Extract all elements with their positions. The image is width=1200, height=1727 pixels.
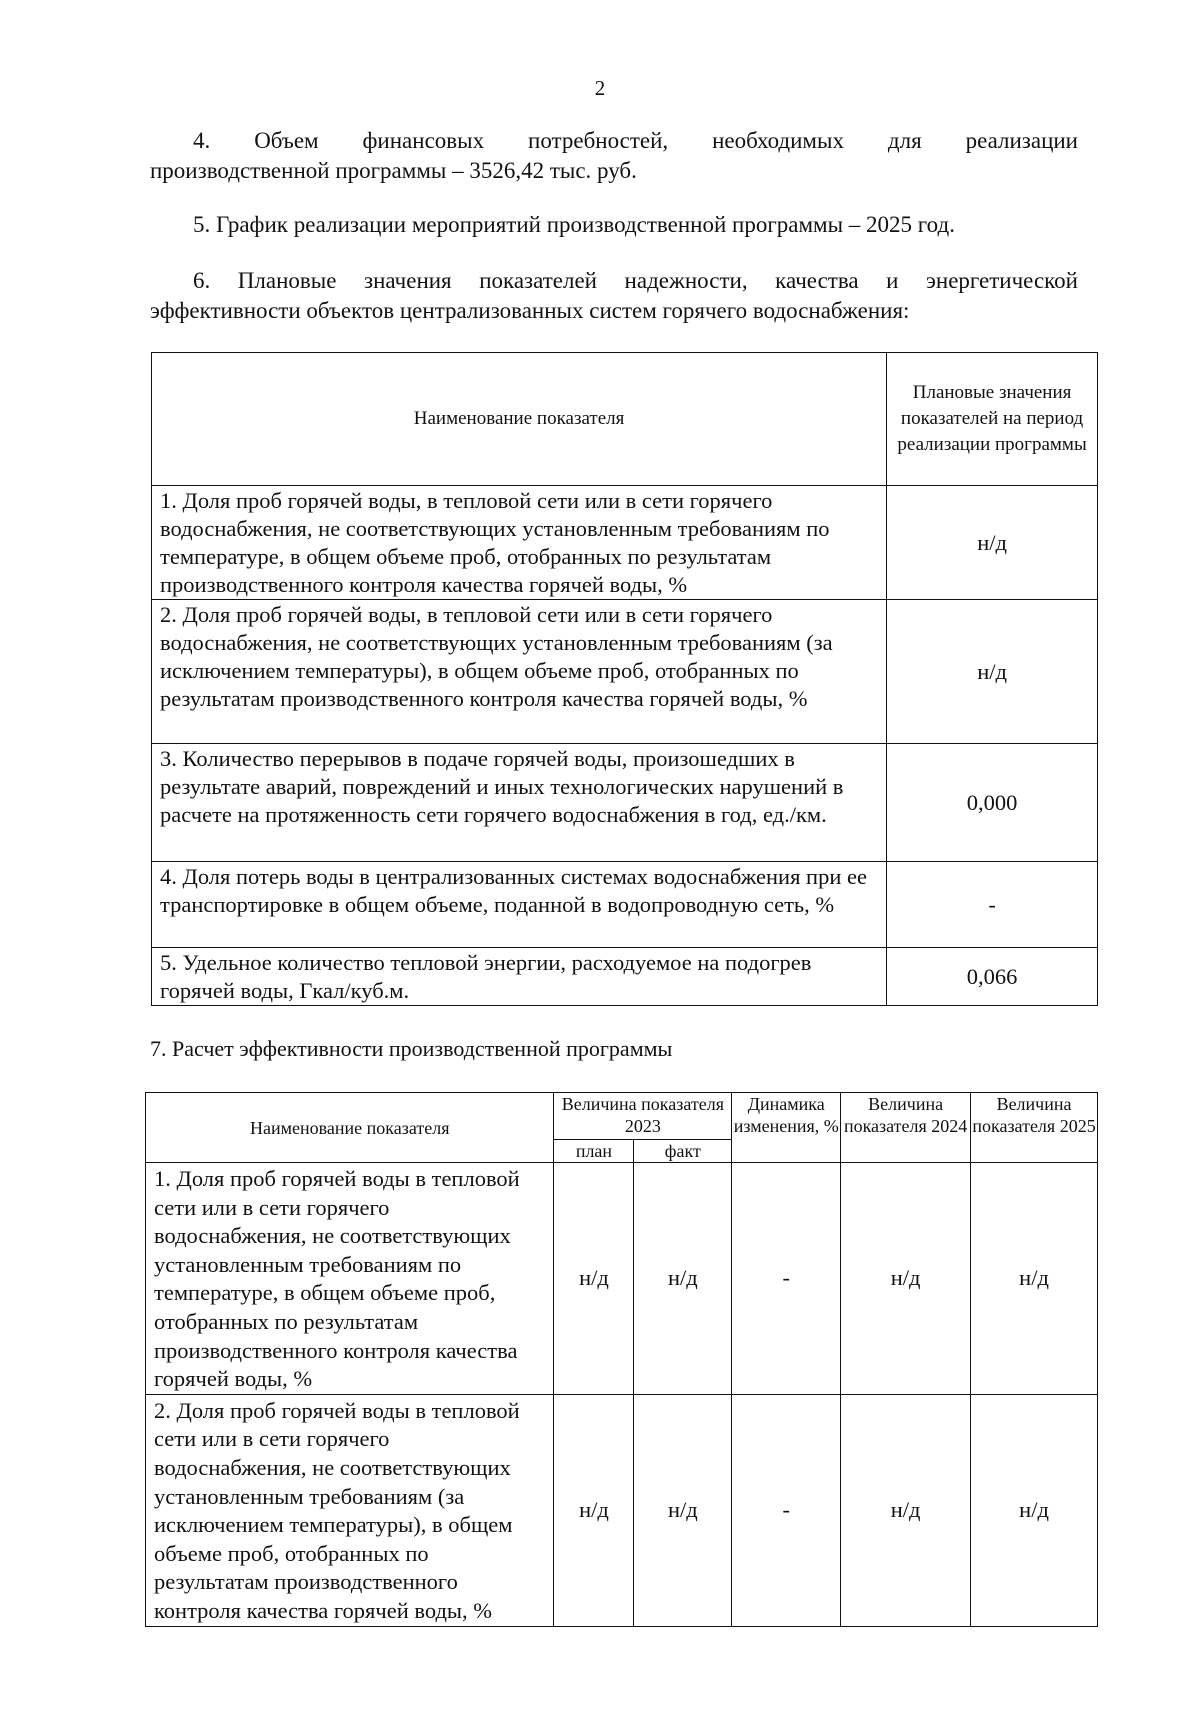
paragraph-financial-needs xyxy=(150,126,1078,186)
value-2025: н/д xyxy=(971,1163,1098,1395)
value-dynamics: - xyxy=(732,1394,841,1626)
value-plan: н/д xyxy=(554,1394,634,1626)
page-number: 2 xyxy=(594,76,606,100)
value-fact: н/д xyxy=(634,1394,732,1626)
header-fact: факт xyxy=(634,1140,732,1163)
indicator-name: 4. Доля потерь воды в централизованных системах водоснабжения при ее транспортировке в общем объеме, поданной в водопроводную сеть, % xyxy=(152,862,887,948)
efficiency-calculation-table xyxy=(145,1092,1098,1627)
paragraph-line: 4. Объем финансовых потребностей, необходимых для реализации xyxy=(193,128,1078,153)
table-header-row xyxy=(152,353,1098,486)
indicator-value: н/д xyxy=(887,486,1098,600)
header-value-2024: Величина показателя 2024 xyxy=(841,1093,971,1163)
indicator-name: 2. Доля проб горячей воды в тепловой сети или в сети горячего водоснабжения, не соответствующих установленным требованиям (за исключением температуры), в общем объеме проб, отобранных по результатам производственного контроля качества горячей воды, % xyxy=(146,1394,554,1626)
indicator-value: - xyxy=(887,862,1098,948)
header-value-2023: Величина показателя 2023 xyxy=(554,1093,732,1140)
header-indicator-name: Наименование показателя xyxy=(152,353,887,486)
value-2025: н/д xyxy=(971,1394,1098,1626)
value-fact: н/д xyxy=(634,1163,732,1395)
indicator-value: 0,066 xyxy=(887,948,1098,1006)
indicator-name: 5. Удельное количество тепловой энергии, расходуемое на подогрев горячей воды, Гкал/куб.м. xyxy=(152,948,887,1006)
paragraph-schedule xyxy=(150,210,1078,240)
value-plan: н/д xyxy=(554,1163,634,1395)
paragraph-planned-values xyxy=(150,266,1078,326)
table-header-row xyxy=(146,1093,1098,1140)
value-dynamics: - xyxy=(732,1163,841,1395)
paragraph-line: производственной программы – 3526,42 тыс. руб. xyxy=(150,158,637,183)
header-dynamics: Динамика изменения, % xyxy=(732,1093,841,1163)
header-value-2025: Величина показателя 2025 xyxy=(971,1093,1098,1163)
indicator-name: 1. Доля проб горячей воды, в тепловой сети или в сети горячего водоснабжения, не соответствующих установленным требованиям по температуре, в общем объеме проб, отобранных по результатам производственного контроля качества горячей воды, % xyxy=(152,486,887,600)
paragraph-line: 5. График реализации мероприятий производственной программы – 2025 год. xyxy=(193,212,955,237)
paragraph-line: эффективности объектов централизованных систем горячего водоснабжения: xyxy=(150,298,910,323)
value-2024: н/д xyxy=(841,1163,971,1395)
table-row xyxy=(152,744,1098,862)
indicator-value: 0,000 xyxy=(887,744,1098,862)
header-planned-values: Плановые значения показателей на период реализации программы xyxy=(887,353,1098,486)
section-heading-efficiency: 7. Расчет эффективности производственной программы xyxy=(150,1036,673,1061)
planned-indicators-table xyxy=(151,352,1098,1006)
paragraph-line: 6. Плановые значения показателей надежности, качества и энергетической xyxy=(193,268,1078,293)
table-row xyxy=(146,1163,1098,1395)
indicator-name: 2. Доля проб горячей воды, в тепловой сети или в сети горячего водоснабжения, не соответствующих установленным требованиям (за исключением температуры), в общем объеме проб, отобранных по результатам производственного контроля качества горячей воды, % xyxy=(152,600,887,744)
table-row xyxy=(152,862,1098,948)
indicator-name: 3. Количество перерывов в подаче горячей воды, произошедших в результате аварий, повреждений и иных технологических нарушений в расчете на протяженность сети горячего водоснабжения в год, ед./км. xyxy=(152,744,887,862)
indicator-name: 1. Доля проб горячей воды в тепловой сети или в сети горячего водоснабжения, не соответствующих установленным требованиям по температуре, в общем объеме проб, отобранных по результатам производственного контроля качества горячей воды, % xyxy=(146,1163,554,1395)
header-plan: план xyxy=(554,1140,634,1163)
indicator-value: н/д xyxy=(887,600,1098,744)
table-row xyxy=(152,486,1098,600)
value-2024: н/д xyxy=(841,1394,971,1626)
table-row xyxy=(146,1394,1098,1626)
table-row xyxy=(152,600,1098,744)
header-indicator-name: Наименование показателя xyxy=(146,1093,554,1163)
table-row xyxy=(152,948,1098,1006)
